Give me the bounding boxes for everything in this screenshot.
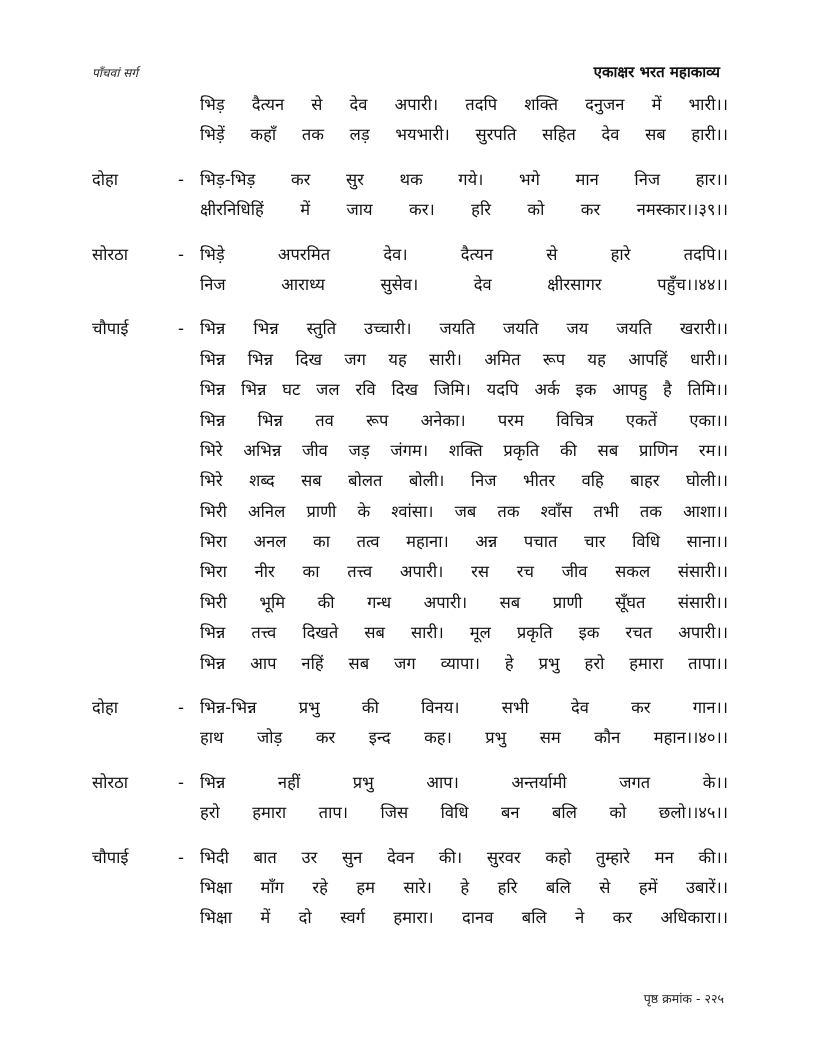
verse-text: भिक्षा में दो स्वर्ग हमारा। दानव बलि ने कर अधिकारा।। [200,908,728,928]
verse-line [92,649,728,679]
verse-text: भिरे अभिन्न जीव जड़ जंगम। शक्ति प्रकृति की सब प्राणिन रम।। [200,440,728,460]
verse-text: भिरा अनल का तत्व महाना। अन्न पचात चार विधि साना।। [200,532,728,552]
verse-line [92,195,728,225]
verse-type-label: दोहा [92,169,119,189]
verse-dash: - [178,244,184,264]
verse-block [92,240,728,301]
verse-line [92,723,728,753]
verse-text: भिरा नीर का तत्त्व अपारी। रस रच जीव सकल संसारी।। [200,562,728,582]
verse-text: भिन्न भिन्न तव रूप अनेका। परम विचित्र एकतें एका।। [200,410,728,430]
verse-text: भिन्न भिन्न स्तुति उच्चारी। जयति जयति जय जयति खरारी।। [200,319,728,339]
verse-line [92,693,728,723]
verse-block [92,843,728,934]
verse-type-label: चौपाई [92,847,129,867]
verse-line [92,240,728,270]
verse-text: भिक्षा माँग रहे हम सारे। हे हरि बलि से हमें उबारें।। [200,877,728,897]
verse-body [92,90,728,948]
header-book-title: एकाक्षर भरत महाकाव्य [593,63,720,81]
verse-dash: - [178,698,184,718]
verse-line [92,345,728,375]
verse-line [92,314,728,344]
verse-text: भिन्न आप नहिं सब जग व्यापा। हे प्रभु हरो हमारा तापा।। [200,653,728,673]
verse-line [92,90,728,120]
verse-block [92,165,728,226]
verse-type-label: सोरठा [92,772,129,792]
verse-line [92,270,728,300]
verse-block [92,314,728,679]
verse-text: भिन्न भिन्न घट जल रवि दिख जिमि। यदपि अर्क इक आपहु है तिमि।। [200,380,728,400]
verse-line [92,903,728,933]
verse-line [92,588,728,618]
verse-block [92,693,728,754]
verse-type-label: सोरठा [92,244,129,264]
verse-line [92,120,728,150]
verse-block [92,90,728,151]
verse-line [92,557,728,587]
verse-text: भिड़-भिड़ कर सुर थक गये। भगे मान निज हार।। [200,169,728,189]
verse-dash: - [178,319,184,339]
verse-text: भिन्न तत्त्व दिखते सब सारी। मूल प्रकृति इक रचत अपारी।। [200,623,728,643]
verse-line [92,618,728,648]
verse-text: भिन्न नहीं प्रभु आप। अन्तर्यामी जगत के।। [200,772,728,792]
verse-line [92,165,728,195]
verse-line [92,436,728,466]
verse-text: भिन्न-भिन्न प्रभु की विनय। सभी देव कर गान।। [200,698,728,718]
verse-line [92,375,728,405]
verse-line [92,843,728,873]
verse-text: निज आराध्य सुसेव। देव क्षीरसागर पहुँच।।४४।। [200,274,728,294]
verse-line [92,527,728,557]
verse-line [92,406,728,436]
verse-block [92,768,728,829]
verse-text: भिन्न भिन्न दिख जग यह सारी। अमित रूप यह आपहिं धारी।। [200,349,728,369]
verse-dash: - [178,169,184,189]
verse-line [92,768,728,798]
verse-text: भिड़ें कहाँ तक लड़ भयभारी। सुरपति सहित देव सब हारी।। [200,125,728,145]
verse-text: भिड़ दैत्यन से देव अपारी। तदपि शक्ति दनुजन में भारी।। [200,95,728,114]
verse-line [92,497,728,527]
verse-type-label: चौपाई [92,319,129,339]
verse-line [92,798,728,828]
header-chapter-title: पाँचवां सर्ग [92,66,139,80]
verse-text: भिड़े अपरमित देव। दैत्यन से हारे तदपि।। [200,244,728,264]
verse-text: हाथ जोड़ कर इन्द कह। प्रभु सम कौन महान।।४०।। [200,728,728,748]
verse-text: क्षीरनिधिहिं में जाय कर। हरि को कर नमस्कार।।३९।। [200,200,728,220]
verse-dash: - [178,772,184,792]
verse-text: भिरी अनिल प्राणी के श्वांसा। जब तक श्वाँस तभी तक आशा।। [200,501,728,521]
verse-type-label: दोहा [92,698,119,718]
verse-line [92,466,728,496]
verse-text: भिरी भूमि की गन्ध अपारी। सब प्राणी सूँघत संसारी।। [200,592,728,612]
verse-text: हरो हमारा ताप। जिस विधि बन बलि को छलो।।४५।। [200,803,728,823]
verse-text: भिरे शब्द सब बोलत बोली। निज भीतर वहि बाहर घोली।। [200,471,728,491]
verse-dash: - [178,847,184,867]
verse-text: भिदी बात उर सुन देवन की। सुरवर कहो तुम्हारे मन की।। [200,847,728,867]
verse-line [92,873,728,903]
page-number: पृष्ठ क्रमांक - २२५ [643,991,724,1006]
